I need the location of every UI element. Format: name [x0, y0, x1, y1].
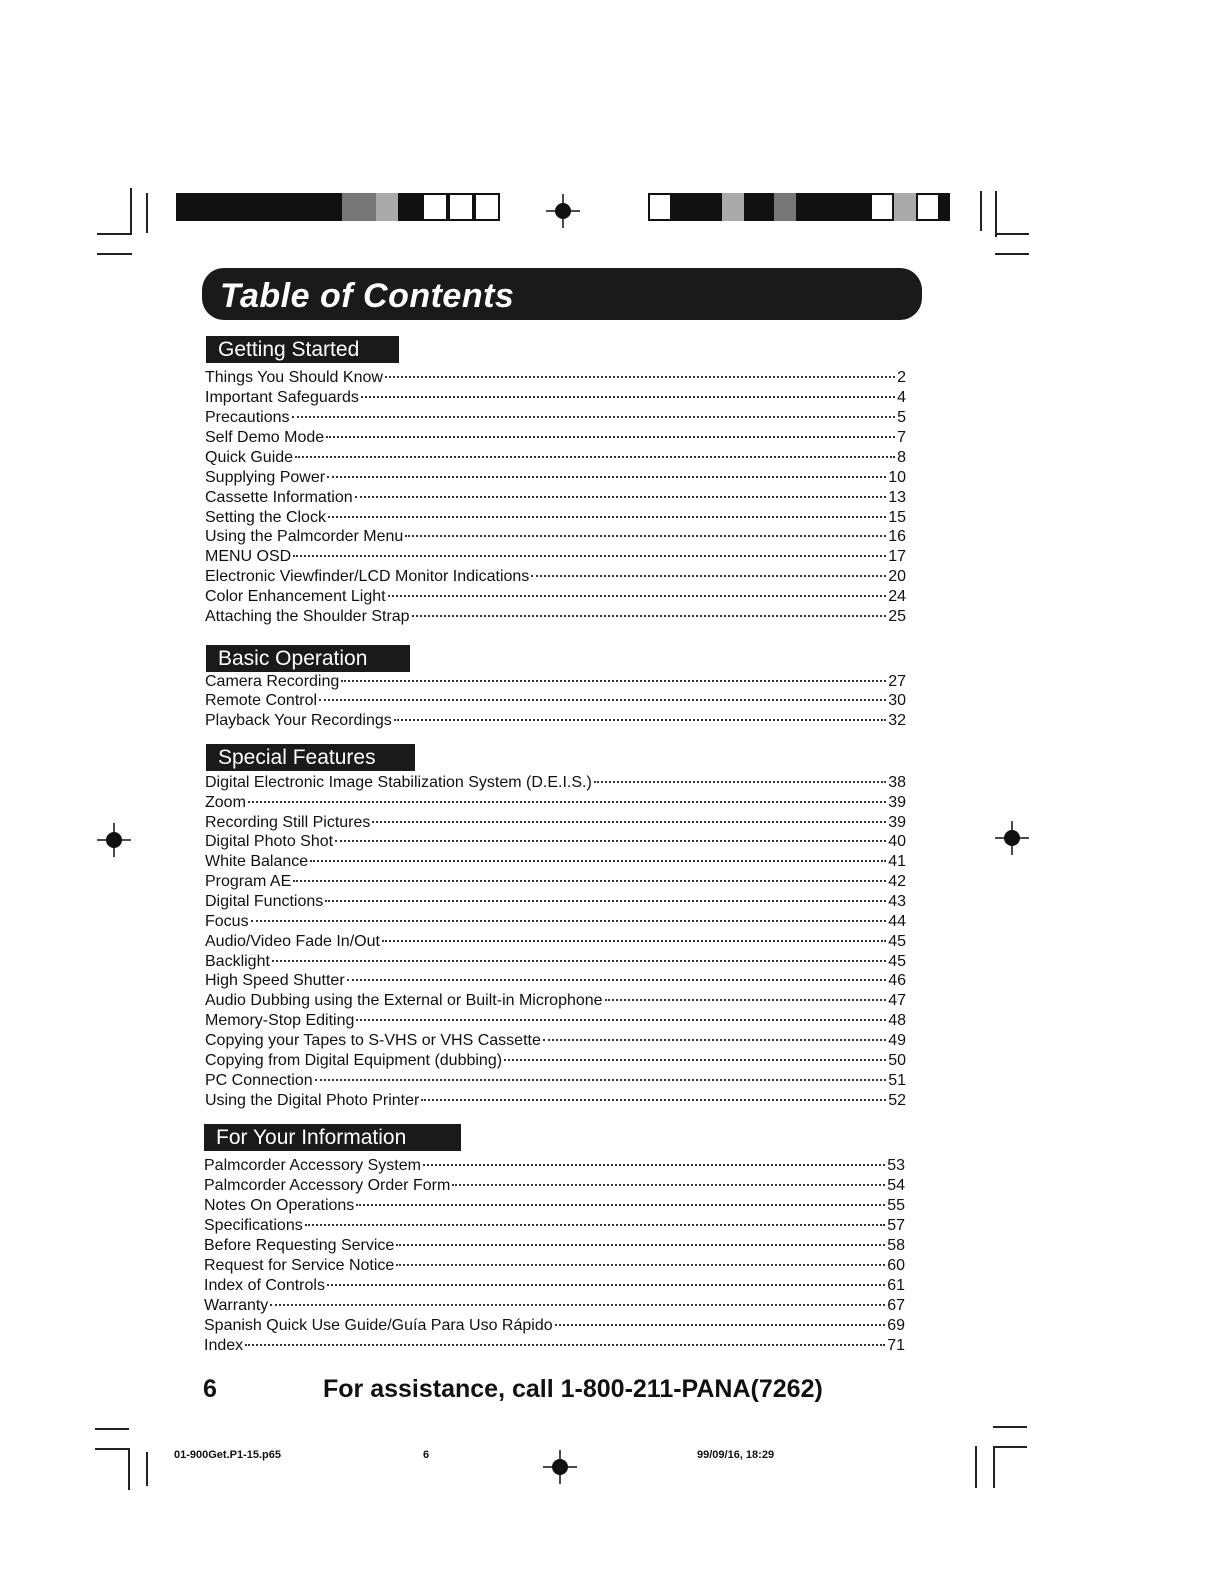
toc-entry[interactable]: Specifications 57 [204, 1217, 905, 1234]
toc-entry[interactable]: Camera Recording 27 [205, 673, 906, 690]
color-bar-left [176, 193, 500, 221]
page-title: Table of Contents [220, 277, 515, 315]
toc-entry[interactable]: White Balance 41 [205, 853, 906, 870]
section-heading-special-features: Special Features [206, 744, 415, 771]
crosshair-registration-icon [546, 194, 580, 228]
toc-entry[interactable]: Important Safeguards 4 [205, 389, 906, 406]
toc-entry[interactable]: Focus 44 [205, 913, 906, 930]
toc-entry[interactable]: Index of Controls 61 [204, 1277, 905, 1294]
crop-mark [130, 188, 132, 234]
toc-entry[interactable]: Audio/Video Fade In/Out 45 [205, 933, 906, 950]
crop-mark [995, 191, 997, 237]
toc-entry[interactable]: Electronic Viewfinder/LCD Monitor Indications 20 [205, 568, 906, 585]
crop-mark [980, 191, 982, 231]
toc-entry[interactable]: Using the Digital Photo Printer 52 [205, 1092, 906, 1109]
toc-entry[interactable]: Color Enhancement Light 24 [205, 588, 906, 605]
toc-entry[interactable]: Copying your Tapes to S-VHS or VHS Cassette 49 [205, 1032, 906, 1049]
toc-entry[interactable]: Using the Palmcorder Menu 16 [205, 528, 906, 545]
toc-entry[interactable]: Digital Functions 43 [205, 893, 906, 910]
toc-entry[interactable]: Warranty 67 [204, 1297, 905, 1314]
toc-entry[interactable]: Palmcorder Accessory Order Form 54 [204, 1177, 905, 1194]
toc-entry[interactable]: Zoom 39 [205, 794, 906, 811]
crop-mark [995, 253, 1029, 255]
toc-entry[interactable]: Notes On Operations 55 [204, 1197, 905, 1214]
toc-entry[interactable]: PC Connection 51 [205, 1072, 906, 1089]
crop-mark [97, 253, 132, 255]
toc-entry[interactable]: Audio Dubbing using the External or Built-in Microphone 47 [205, 992, 906, 1009]
toc-entry[interactable]: Program AE 42 [205, 873, 906, 890]
toc-entry[interactable]: Digital Photo Shot 40 [205, 833, 906, 850]
toc-entry[interactable]: Digital Electronic Image Stabilization System (D.E.I.S.) 38 [205, 774, 906, 791]
toc-entry[interactable]: Attaching the Shoulder Strap 25 [205, 608, 906, 625]
crop-mark [993, 1446, 995, 1488]
crop-mark [95, 1448, 129, 1450]
crop-mark [97, 233, 132, 235]
crop-mark [993, 1426, 1027, 1428]
toc-entry[interactable]: Spanish Quick Use Guide/Guía Para Uso Rápido 69 [204, 1317, 905, 1334]
toc-entry[interactable]: Playback Your Recordings 32 [205, 712, 906, 729]
crop-mark [993, 1446, 1027, 1448]
crop-mark [95, 1428, 129, 1430]
toc-entry[interactable]: High Speed Shutter 46 [205, 972, 906, 989]
crop-mark [995, 233, 1029, 235]
toc-entry[interactable]: Before Requesting Service 58 [204, 1237, 905, 1254]
toc-entry[interactable]: Index 71 [204, 1337, 905, 1354]
toc-entry[interactable]: Request for Service Notice 60 [204, 1257, 905, 1274]
toc-entry[interactable]: Quick Guide 8 [205, 449, 906, 466]
crop-mark [128, 1448, 130, 1490]
color-bar-right [648, 193, 950, 221]
toc-entry[interactable]: Cassette Information 13 [205, 489, 906, 506]
slug-datetime: 99/09/16, 18:29 [697, 1449, 775, 1461]
toc-entry[interactable]: MENU OSD 17 [205, 548, 906, 565]
section-heading-for-your-information: For Your Information [204, 1124, 461, 1151]
toc-entry[interactable]: Remote Control 30 [205, 692, 906, 709]
toc-entry[interactable]: Precautions 5 [205, 409, 906, 426]
section-heading-getting-started: Getting Started [206, 336, 399, 363]
assistance-line: For assistance, call 1-800-211-PANA(7262) [323, 1375, 823, 1403]
toc-entry[interactable]: Self Demo Mode 7 [205, 429, 906, 446]
slug-filename: 01-900Get.P1-15.p65 [174, 1449, 282, 1461]
section-heading-basic-operation: Basic Operation [206, 645, 410, 672]
crosshair-registration-icon [97, 823, 131, 857]
toc-entry[interactable]: Backlight 45 [205, 953, 906, 970]
toc-entry[interactable]: Setting the Clock 15 [205, 509, 906, 526]
slug-page: 6 [423, 1449, 430, 1461]
toc-entry[interactable]: Copying from Digital Equipment (dubbing) 50 [205, 1052, 906, 1069]
crosshair-registration-icon [995, 821, 1029, 855]
toc-entry[interactable]: Memory-Stop Editing 48 [205, 1012, 906, 1029]
page-number: 6 [203, 1375, 217, 1403]
crop-mark [146, 193, 148, 233]
crop-mark [975, 1446, 977, 1488]
toc-entry[interactable]: Supplying Power 10 [205, 469, 906, 486]
toc-entry[interactable]: Recording Still Pictures 39 [205, 814, 906, 831]
crosshair-registration-icon [543, 1450, 577, 1484]
toc-entry[interactable]: Things You Should Know 2 [205, 369, 906, 386]
crop-mark [146, 1452, 148, 1486]
toc-entry[interactable]: Palmcorder Accessory System 53 [204, 1157, 905, 1174]
